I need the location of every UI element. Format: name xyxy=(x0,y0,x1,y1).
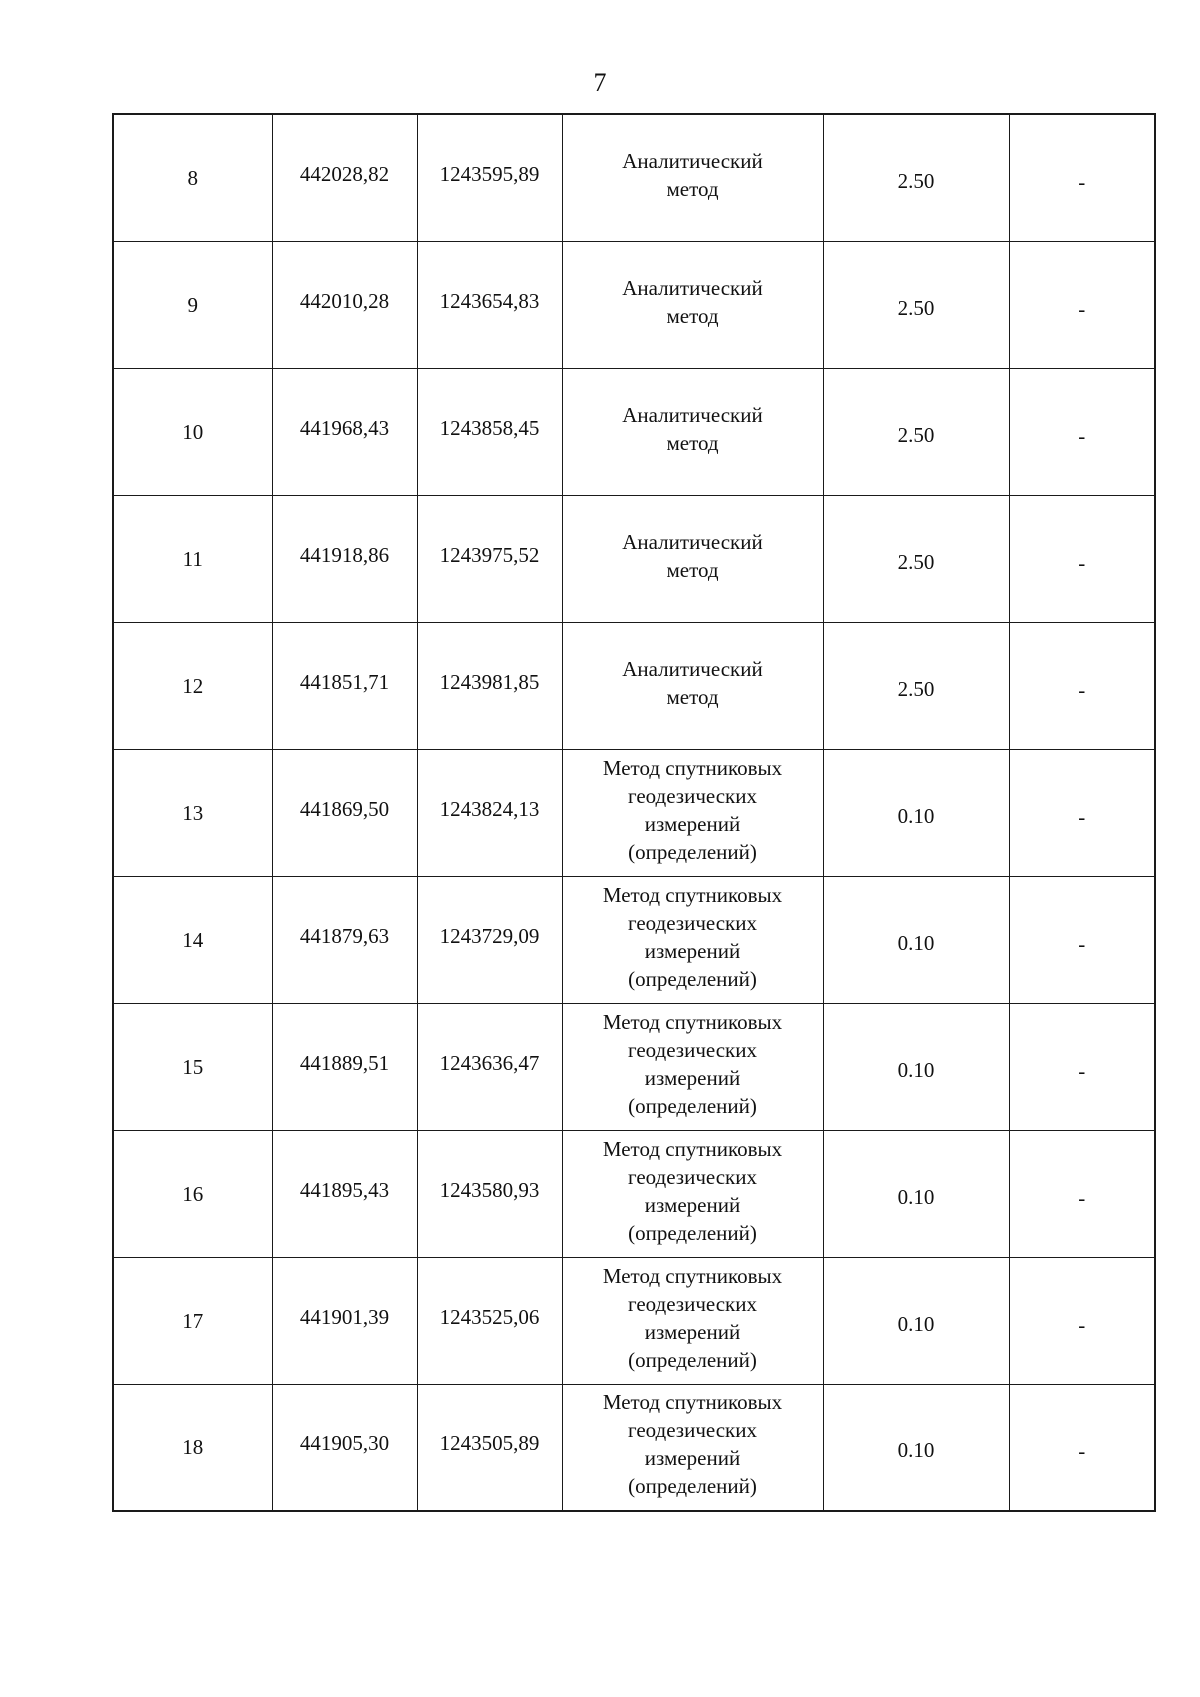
accuracy-text: 0.10 xyxy=(897,930,935,955)
method-text: Аналитический метод xyxy=(622,656,763,709)
table-row xyxy=(113,1003,1155,1130)
coordinate-y-cell xyxy=(417,1257,562,1384)
coordinate-x-cell xyxy=(272,876,417,1003)
accuracy-text: 2.50 xyxy=(897,422,935,447)
method-text: Метод спутниковых геодезических измерений (определений) xyxy=(602,1136,783,1245)
description-cell xyxy=(1009,368,1155,495)
coordinate-y-text: 1243654,83 xyxy=(439,288,540,313)
coordinate-x-cell xyxy=(272,241,417,368)
accuracy-cell xyxy=(823,1003,1009,1130)
coordinate-x-cell xyxy=(272,1384,417,1511)
coordinate-x-text: 441968,43 xyxy=(299,415,390,440)
accuracy-cell xyxy=(823,622,1009,749)
method-cell xyxy=(562,241,823,368)
coordinate-y-text: 1243505,89 xyxy=(439,1431,540,1456)
coordinate-x-cell xyxy=(272,749,417,876)
table-row xyxy=(113,495,1155,622)
coordinate-y-cell xyxy=(417,622,562,749)
accuracy-text: 2.50 xyxy=(897,676,935,701)
coordinate-y-cell xyxy=(417,1130,562,1257)
coordinate-x-cell xyxy=(272,1003,417,1130)
point-number-text: 14 xyxy=(182,927,204,952)
method-text: Метод спутниковых геодезических измерений (определений) xyxy=(602,1390,783,1499)
method-cell xyxy=(562,749,823,876)
coordinates-table xyxy=(112,113,1156,1512)
coordinate-y-text: 1243824,13 xyxy=(439,796,540,821)
accuracy-text: 2.50 xyxy=(897,168,935,193)
point-number-text: 18 xyxy=(182,1435,204,1460)
coordinate-y-text: 1243525,06 xyxy=(439,1304,540,1329)
accuracy-text: 0.10 xyxy=(897,1438,935,1463)
coordinate-y-text: 1243580,93 xyxy=(439,1177,540,1202)
coordinate-y-text: 1243729,09 xyxy=(439,923,540,948)
coordinates-table-body xyxy=(113,114,1155,1511)
method-text: Метод спутниковых геодезических измерений (определений) xyxy=(602,755,783,864)
coordinate-y-cell xyxy=(417,876,562,1003)
coordinate-x-text: 441905,30 xyxy=(299,1431,390,1456)
description-text: - xyxy=(1078,296,1086,321)
description-text: - xyxy=(1078,550,1086,575)
description-text: - xyxy=(1078,931,1086,956)
description-text: - xyxy=(1078,677,1086,702)
description-cell xyxy=(1009,241,1155,368)
method-cell xyxy=(562,1003,823,1130)
description-cell xyxy=(1009,1384,1155,1511)
point-number-text: 16 xyxy=(182,1181,204,1206)
point-number-cell xyxy=(113,368,272,495)
point-number-cell xyxy=(113,622,272,749)
description-cell xyxy=(1009,1257,1155,1384)
accuracy-cell xyxy=(823,368,1009,495)
method-text: Аналитический метод xyxy=(622,402,763,455)
coordinate-x-text: 441869,50 xyxy=(299,796,390,821)
table-row xyxy=(113,241,1155,368)
accuracy-cell xyxy=(823,114,1009,241)
coordinate-y-text: 1243858,45 xyxy=(439,415,540,440)
coordinate-y-cell xyxy=(417,1003,562,1130)
coordinate-x-text: 441901,39 xyxy=(299,1304,390,1329)
coordinate-y-text: 1243636,47 xyxy=(439,1050,540,1075)
description-text: - xyxy=(1078,1185,1086,1210)
method-cell xyxy=(562,1384,823,1511)
table-row xyxy=(113,876,1155,1003)
description-text: - xyxy=(1078,1058,1086,1083)
description-text: - xyxy=(1078,1439,1086,1464)
accuracy-cell xyxy=(823,241,1009,368)
coordinate-y-text: 1243595,89 xyxy=(439,161,540,186)
description-cell xyxy=(1009,749,1155,876)
method-cell xyxy=(562,1257,823,1384)
point-number-text: 13 xyxy=(182,800,204,825)
method-text: Метод спутниковых геодезических измерений (определений) xyxy=(602,882,783,991)
accuracy-cell xyxy=(823,1257,1009,1384)
method-cell xyxy=(562,876,823,1003)
accuracy-cell xyxy=(823,749,1009,876)
accuracy-text: 0.10 xyxy=(897,803,935,828)
coordinate-x-cell xyxy=(272,368,417,495)
coordinate-y-text: 1243975,52 xyxy=(439,542,540,567)
coordinate-y-text: 1243981,85 xyxy=(439,669,540,694)
coordinate-x-text: 441879,63 xyxy=(299,923,390,948)
method-cell xyxy=(562,1130,823,1257)
coordinate-y-cell xyxy=(417,114,562,241)
method-text: Аналитический метод xyxy=(622,148,763,201)
accuracy-cell xyxy=(823,495,1009,622)
method-text: Метод спутниковых геодезических измерений (определений) xyxy=(602,1263,783,1372)
point-number-cell xyxy=(113,1257,272,1384)
page-number: 7 xyxy=(593,68,607,97)
table-row xyxy=(113,1130,1155,1257)
method-cell xyxy=(562,495,823,622)
table-row xyxy=(113,114,1155,241)
point-number-cell xyxy=(113,876,272,1003)
description-text: - xyxy=(1078,804,1086,829)
description-cell xyxy=(1009,876,1155,1003)
accuracy-text: 2.50 xyxy=(897,295,935,320)
coordinate-x-text: 442028,82 xyxy=(299,161,390,186)
coordinate-x-text: 441895,43 xyxy=(299,1177,390,1202)
point-number-text: 9 xyxy=(187,292,198,317)
table-row xyxy=(113,368,1155,495)
point-number-cell xyxy=(113,1130,272,1257)
description-cell xyxy=(1009,114,1155,241)
point-number-text: 11 xyxy=(182,546,203,571)
description-text: - xyxy=(1078,423,1086,448)
point-number-cell xyxy=(113,114,272,241)
method-cell xyxy=(562,114,823,241)
point-number-cell xyxy=(113,1384,272,1511)
method-text: Аналитический метод xyxy=(622,275,763,328)
description-cell xyxy=(1009,495,1155,622)
coordinate-y-cell xyxy=(417,749,562,876)
coordinate-x-text: 441918,86 xyxy=(299,542,390,567)
coordinate-x-cell xyxy=(272,622,417,749)
coordinate-y-cell xyxy=(417,495,562,622)
coordinate-x-text: 442010,28 xyxy=(299,288,390,313)
method-text: Аналитический метод xyxy=(622,529,763,582)
coordinate-y-cell xyxy=(417,241,562,368)
point-number-cell xyxy=(113,241,272,368)
point-number-cell xyxy=(113,1003,272,1130)
point-number-text: 17 xyxy=(182,1308,204,1333)
coordinate-x-cell xyxy=(272,114,417,241)
table-row xyxy=(113,1384,1155,1511)
table-row xyxy=(113,622,1155,749)
coordinate-x-text: 441851,71 xyxy=(299,669,390,694)
description-cell xyxy=(1009,1130,1155,1257)
accuracy-text: 2.50 xyxy=(897,549,935,574)
point-number-text: 10 xyxy=(182,419,204,444)
table-row xyxy=(113,1257,1155,1384)
accuracy-cell xyxy=(823,1384,1009,1511)
coordinate-x-text: 441889,51 xyxy=(299,1050,390,1075)
accuracy-cell xyxy=(823,1130,1009,1257)
point-number-text: 15 xyxy=(182,1054,204,1079)
method-cell xyxy=(562,622,823,749)
point-number-text: 8 xyxy=(187,165,198,190)
accuracy-text: 0.10 xyxy=(897,1311,935,1336)
accuracy-cell xyxy=(823,876,1009,1003)
table-row xyxy=(113,749,1155,876)
accuracy-text: 0.10 xyxy=(897,1057,935,1082)
method-text: Метод спутниковых геодезических измерений (определений) xyxy=(602,1009,783,1118)
point-number-cell xyxy=(113,495,272,622)
description-text: - xyxy=(1078,169,1086,194)
coordinate-x-cell xyxy=(272,495,417,622)
coordinate-x-cell xyxy=(272,1130,417,1257)
coordinate-y-cell xyxy=(417,368,562,495)
method-cell xyxy=(562,368,823,495)
description-cell xyxy=(1009,622,1155,749)
point-number-cell xyxy=(113,749,272,876)
point-number-text: 12 xyxy=(182,673,204,698)
description-cell xyxy=(1009,1003,1155,1130)
description-text: - xyxy=(1078,1312,1086,1337)
coordinate-y-cell xyxy=(417,1384,562,1511)
coordinate-x-cell xyxy=(272,1257,417,1384)
accuracy-text: 0.10 xyxy=(897,1184,935,1209)
